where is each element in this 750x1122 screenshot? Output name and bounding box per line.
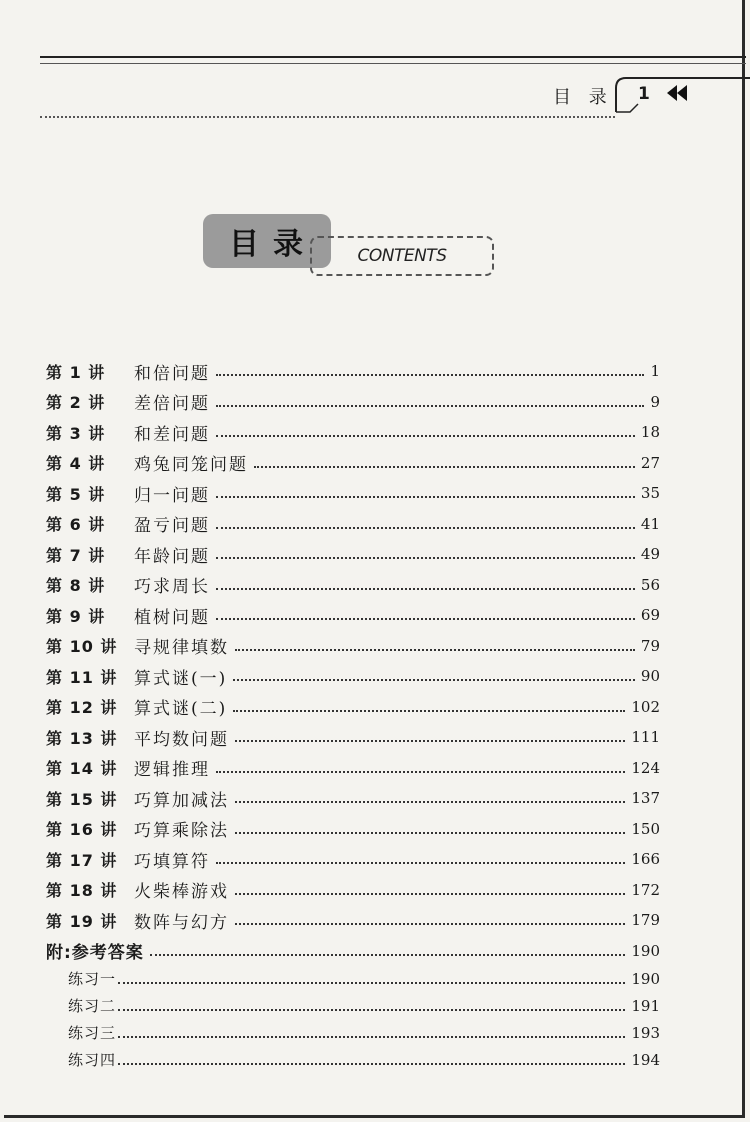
page-ref: 41 — [640, 514, 660, 533]
toc-exercise-entry[interactable] — [68, 1018, 660, 1048]
toc-entry[interactable] — [46, 661, 660, 691]
dot-leader — [235, 801, 625, 803]
page-ref: 124 — [631, 758, 660, 777]
lecture-number: 第 1 讲 — [46, 362, 106, 382]
lecture-title: 盈亏问题 — [134, 516, 210, 536]
page-ref: 18 — [640, 423, 660, 441]
lecture-number: 第 2 讲 — [46, 393, 106, 412]
toc-entry[interactable] — [46, 539, 660, 569]
contents-label-box — [310, 236, 494, 276]
lecture-number: 第 7 讲 — [46, 545, 106, 565]
lecture-title: 寻规律填数 — [134, 638, 229, 658]
page-ref: 190 — [631, 969, 660, 988]
header-rule-thin — [40, 63, 746, 64]
lecture-title: 数阵与幻方 — [134, 912, 229, 933]
lecture-number: 第 4 讲 — [46, 454, 106, 473]
toc-entry[interactable] — [46, 356, 660, 386]
toc-entry[interactable] — [46, 448, 660, 478]
page-ref: 9 — [650, 392, 660, 411]
page-ref: 49 — [640, 545, 660, 563]
dot-leader — [235, 893, 625, 895]
lecture-title: 植树问题 — [134, 607, 210, 628]
lecture-title: 巧算加减法 — [134, 790, 229, 811]
toc-entry[interactable] — [46, 692, 660, 722]
page-ref: 191 — [631, 996, 660, 1015]
dot-leader — [118, 1036, 625, 1038]
page-ref: 111 — [631, 728, 660, 746]
lecture-title: 逻辑推理 — [134, 760, 210, 780]
dot-leader — [118, 982, 625, 984]
dot-leader — [235, 832, 625, 834]
toc-entry[interactable] — [46, 509, 660, 539]
page-ref: 172 — [631, 880, 660, 899]
toc-entry[interactable] — [46, 722, 660, 752]
lecture-number: 第 9 讲 — [46, 606, 106, 626]
toc-exercise-entry[interactable] — [68, 964, 660, 994]
lecture-title: 和倍问题 — [134, 363, 210, 384]
dot-leader — [233, 679, 635, 681]
page-ref: 166 — [631, 850, 660, 868]
dot-leader — [216, 862, 625, 864]
toc-entry[interactable] — [46, 753, 660, 783]
page-ref: 56 — [640, 575, 660, 594]
page-ref: 90 — [640, 667, 660, 685]
double-arrow-left-icon — [667, 85, 693, 101]
lecture-title: 和差问题 — [134, 424, 210, 445]
dot-leader — [118, 1009, 625, 1011]
lecture-title: 平均数问题 — [134, 729, 229, 750]
dot-leader — [235, 740, 625, 742]
toc-entry[interactable] — [46, 478, 660, 508]
lecture-number: 第 16 讲 — [46, 820, 118, 839]
dot-leader — [235, 649, 635, 651]
page-ref: 27 — [640, 453, 660, 472]
page-ref: 194 — [631, 1050, 660, 1069]
exercise-title: 练习一 — [68, 970, 117, 988]
lecture-title: 鸡兔同笼问题 — [134, 455, 248, 475]
page-number: 1 — [638, 84, 650, 104]
dot-leader — [216, 496, 635, 498]
lecture-number: 第 5 讲 — [46, 484, 106, 504]
page-ref: 179 — [631, 911, 660, 929]
lecture-number: 第 6 讲 — [46, 515, 106, 534]
toc-title: 目录 — [229, 227, 317, 262]
lecture-number: 第 15 讲 — [46, 789, 118, 809]
toc-exercise-entry[interactable] — [68, 1045, 660, 1075]
page-ref: 35 — [640, 484, 660, 502]
exercise-title: 练习二 — [68, 997, 117, 1015]
dot-leader — [235, 923, 625, 925]
page-ref: 190 — [631, 941, 660, 960]
toc-entry[interactable] — [46, 631, 660, 661]
dot-leader — [216, 557, 635, 559]
header-rule — [40, 56, 746, 58]
lecture-number: 第 13 讲 — [46, 728, 118, 748]
lecture-number: 第 8 讲 — [46, 576, 106, 595]
toc-entry[interactable] — [46, 844, 660, 874]
toc-entry[interactable] — [46, 387, 660, 417]
page-ref: 69 — [640, 606, 660, 624]
dot-leader — [216, 527, 635, 529]
toc-entry[interactable] — [46, 570, 660, 600]
lecture-number: 第 3 讲 — [46, 423, 106, 443]
toc-entry[interactable] — [46, 814, 660, 844]
toc-entry[interactable] — [46, 783, 660, 813]
lecture-number: 第 17 讲 — [46, 850, 118, 870]
toc-entry[interactable] — [46, 875, 660, 905]
appendix-title: 附:参考答案 — [46, 943, 144, 963]
dot-leader — [216, 618, 635, 620]
toc-entry[interactable] — [46, 905, 660, 935]
lecture-title: 归一问题 — [134, 485, 210, 506]
dot-leader — [216, 771, 625, 773]
lecture-number: 第 14 讲 — [46, 759, 118, 778]
lecture-number: 第 18 讲 — [46, 881, 118, 900]
dot-leader — [150, 954, 626, 956]
page-ref: 1 — [650, 362, 660, 380]
toc-entry[interactable] — [46, 417, 660, 447]
page-ref: 79 — [640, 636, 660, 655]
lecture-title: 巧填算符 — [134, 851, 210, 872]
header-dotted-rule — [40, 116, 615, 118]
dot-leader — [216, 588, 635, 590]
lecture-title: 火柴棒游戏 — [134, 882, 229, 902]
lecture-title: 差倍问题 — [134, 394, 210, 414]
toc-entry[interactable] — [46, 600, 660, 630]
lecture-title: 年龄问题 — [134, 546, 210, 567]
contents-label: CONTENTS — [357, 246, 447, 266]
lecture-title: 算式谜(一) — [134, 668, 228, 689]
dot-leader — [233, 710, 625, 712]
page-ref: 193 — [631, 1023, 660, 1042]
lecture-number: 第 11 讲 — [46, 667, 118, 687]
dot-leader — [216, 405, 644, 407]
exercise-title: 练习三 — [68, 1024, 117, 1042]
page-ref: 137 — [631, 789, 660, 807]
lecture-number: 第 10 讲 — [46, 637, 118, 656]
exercise-title: 练习四 — [68, 1051, 117, 1069]
dot-leader — [216, 374, 644, 376]
toc-appendix-entry[interactable] — [46, 936, 660, 966]
dot-leader — [118, 1063, 625, 1065]
page-ref: 102 — [631, 697, 660, 716]
lecture-number: 第 19 讲 — [46, 911, 118, 931]
lecture-title: 算式谜(二) — [134, 699, 228, 719]
toc-exercise-entry[interactable] — [68, 991, 660, 1021]
dot-leader — [254, 466, 635, 468]
page-ref: 150 — [631, 819, 660, 838]
running-header-title: 目 录 — [553, 87, 613, 108]
lecture-title: 巧求周长 — [134, 577, 210, 597]
dot-leader — [216, 435, 635, 437]
lecture-number: 第 12 讲 — [46, 698, 118, 717]
lecture-title: 巧算乘除法 — [134, 821, 229, 841]
